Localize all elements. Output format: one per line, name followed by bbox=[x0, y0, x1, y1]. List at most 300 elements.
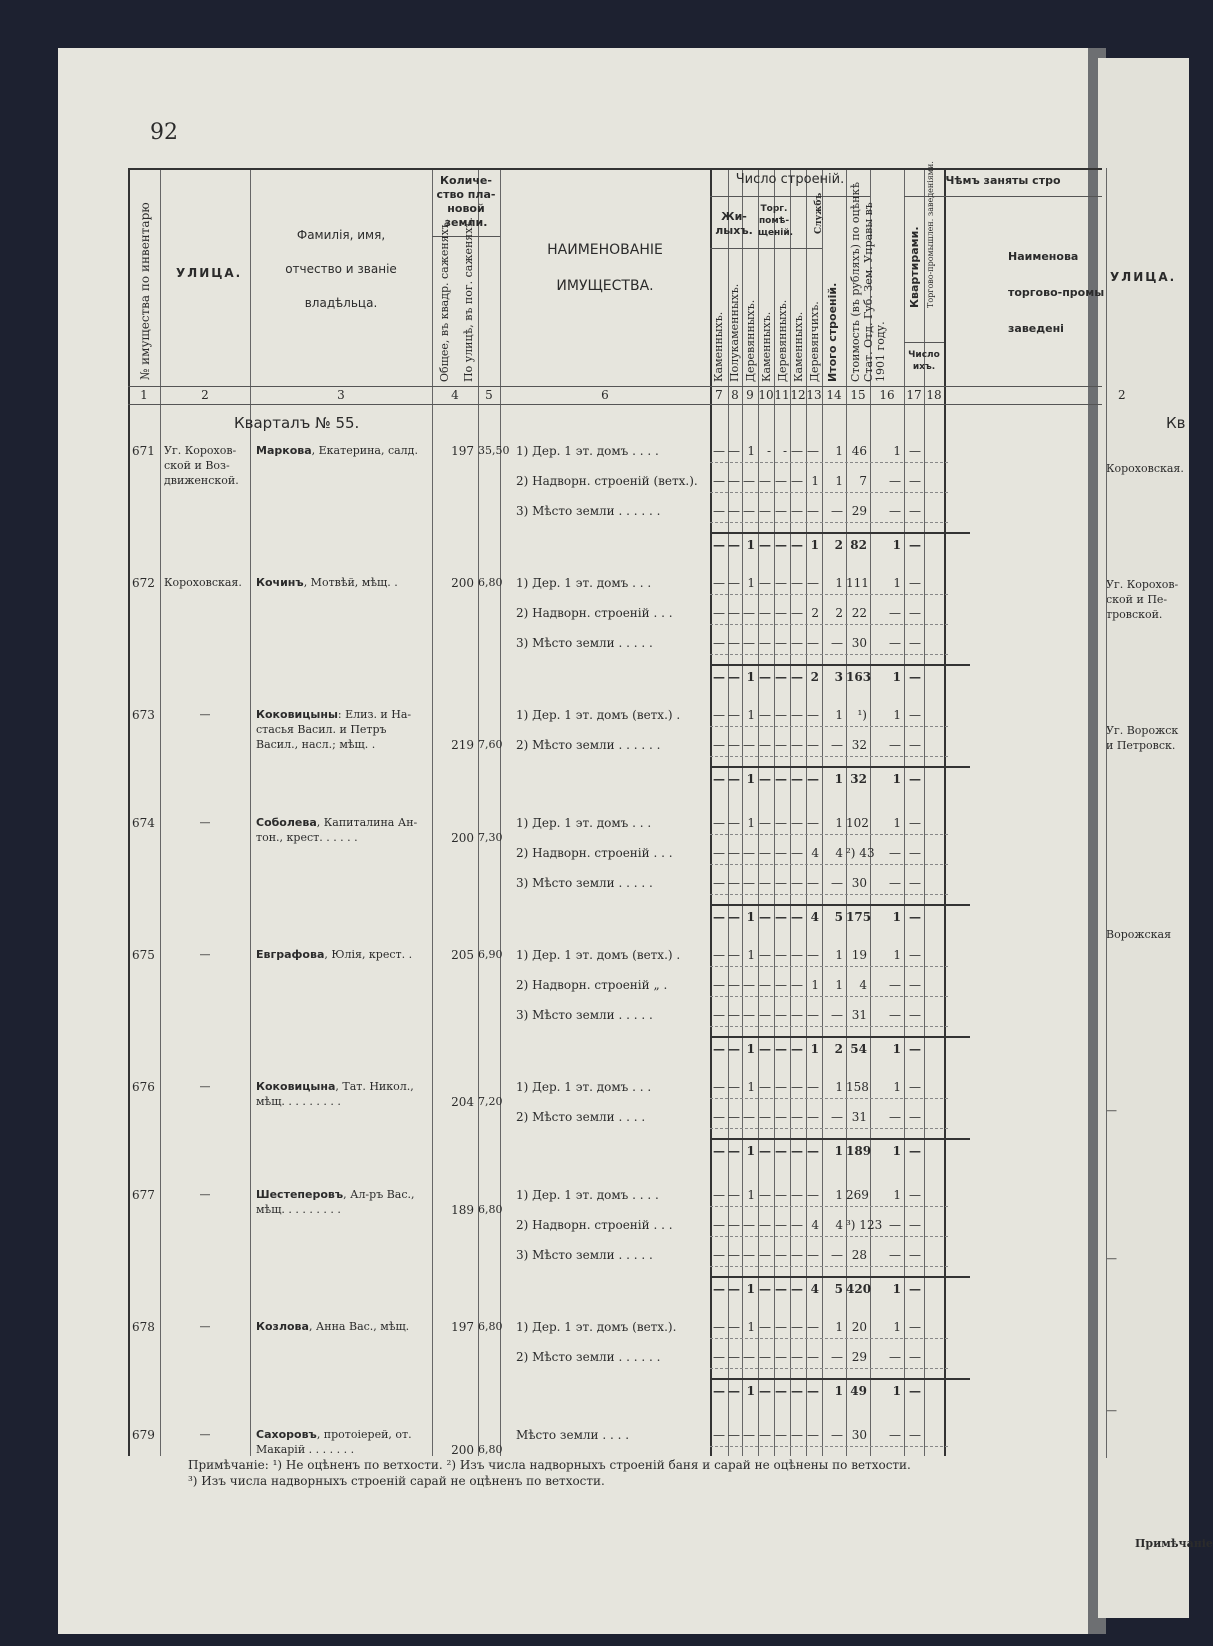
item-c8: — bbox=[728, 1248, 740, 1262]
item-name: 3) Мѣсто земли . . . . . . bbox=[516, 504, 661, 518]
total-c13: — bbox=[807, 772, 819, 786]
item-c15: 30 bbox=[851, 876, 867, 890]
total-c9: 1 bbox=[746, 910, 755, 924]
item-c9: — bbox=[743, 1428, 755, 1442]
item-c9: — bbox=[743, 846, 755, 860]
item-c12: — bbox=[791, 1248, 803, 1262]
item-c11: — bbox=[775, 1188, 787, 1202]
item-c14: 1 bbox=[835, 948, 843, 962]
item-c13: 2 bbox=[811, 606, 819, 620]
item-c9: — bbox=[743, 636, 755, 650]
page-number: 92 bbox=[150, 120, 178, 145]
header-living: лыхъ. bbox=[715, 224, 753, 237]
col-line bbox=[806, 168, 807, 1456]
item-c17: — bbox=[909, 978, 921, 992]
item-c15: 31 bbox=[851, 1110, 867, 1124]
column-number: 5 bbox=[485, 388, 493, 402]
item-c13: — bbox=[807, 1350, 819, 1364]
next-page-street: ской и Пе- bbox=[1106, 593, 1168, 606]
next-page-footnote: Примѣчаніе bbox=[1135, 1537, 1213, 1550]
column-number: 1 bbox=[140, 388, 148, 402]
item-c14: 4 bbox=[835, 1218, 843, 1232]
total-c17: — bbox=[909, 1144, 921, 1158]
total-c8: — bbox=[728, 538, 740, 552]
item-c11: — bbox=[775, 606, 787, 620]
item-c12: — bbox=[791, 978, 803, 992]
header-land-group: ство пла- bbox=[436, 188, 496, 201]
header-est-name: торгово-промы bbox=[1008, 286, 1105, 299]
total-c16: 1 bbox=[892, 772, 901, 786]
item-c10: — bbox=[759, 1248, 771, 1262]
header-property-name: ИМУЩЕСТВА. bbox=[556, 278, 654, 294]
header-owner-line: отчество и званіе bbox=[285, 262, 397, 276]
item-c13: — bbox=[807, 1008, 819, 1022]
item-c13: — bbox=[807, 444, 819, 458]
col-line bbox=[742, 168, 743, 1456]
subtotal-line bbox=[710, 904, 970, 906]
item-c10: — bbox=[759, 636, 771, 650]
item-c7: — bbox=[713, 1008, 725, 1022]
item-c16: — bbox=[889, 978, 901, 992]
item-c9: — bbox=[743, 504, 755, 518]
item-c17: — bbox=[909, 846, 921, 860]
entry-street: — bbox=[199, 708, 211, 721]
total-c10: — bbox=[759, 670, 771, 684]
item-c7: — bbox=[713, 816, 725, 830]
item-c10: — bbox=[759, 1080, 771, 1094]
item-c7: — bbox=[713, 846, 725, 860]
item-c11: — bbox=[775, 948, 787, 962]
total-c15: 175 bbox=[846, 910, 872, 924]
item-c8: — bbox=[728, 816, 740, 830]
item-c9: 1 bbox=[747, 1320, 755, 1334]
item-c15: 30 bbox=[851, 1428, 867, 1442]
entry-area: 189 bbox=[451, 1203, 474, 1217]
item-c9: — bbox=[743, 1008, 755, 1022]
item-name: 3) Мѣсто земли . . . . . bbox=[516, 1008, 653, 1022]
entry-id: 674 bbox=[132, 816, 155, 830]
entry-street: Короховская. bbox=[164, 576, 242, 589]
total-c7: — bbox=[713, 1144, 725, 1158]
header-property-name: НАИМЕНОВАНІЕ bbox=[547, 242, 663, 258]
total-c12: — bbox=[791, 1144, 803, 1158]
item-c13: — bbox=[807, 738, 819, 752]
entry-owner: тон., крест. . . . . . bbox=[256, 831, 358, 844]
total-c14: 2 bbox=[834, 538, 843, 552]
item-c10: — bbox=[759, 606, 771, 620]
header-col8: Полукаменныхъ. bbox=[728, 283, 741, 382]
inventory-table bbox=[128, 161, 1105, 1518]
next-page-street: Уг. Ворожск bbox=[1106, 724, 1179, 737]
next-page-street: и Петровск. bbox=[1106, 739, 1176, 752]
item-c12: — bbox=[791, 816, 803, 830]
item-c12: — bbox=[791, 846, 803, 860]
total-c17: — bbox=[909, 772, 921, 786]
item-name: 1) Дер. 1 эт. домъ . . . . bbox=[516, 1188, 659, 1202]
item-c14: 2 bbox=[835, 606, 843, 620]
item-c15: 102 bbox=[846, 816, 869, 830]
item-c11: — bbox=[775, 1218, 787, 1232]
next-page-street: Уг. Корохов- bbox=[1106, 578, 1179, 591]
item-c8: — bbox=[728, 708, 740, 722]
item-c14: — bbox=[831, 1350, 843, 1364]
item-c10: — bbox=[759, 708, 771, 722]
item-c16: 1 bbox=[893, 1188, 901, 1202]
item-c13: — bbox=[807, 636, 819, 650]
item-c8: — bbox=[728, 1188, 740, 1202]
item-name: 1) Дер. 1 эт. домъ (ветх.) . bbox=[516, 948, 681, 962]
item-c15: 19 bbox=[851, 948, 867, 962]
item-rule bbox=[710, 966, 948, 967]
item-c10: — bbox=[759, 1428, 771, 1442]
owner-surname: Маркова bbox=[256, 444, 312, 457]
table-left-border bbox=[128, 168, 130, 1456]
item-rule bbox=[710, 462, 948, 463]
total-c16: 1 bbox=[892, 538, 901, 552]
total-c17: — bbox=[909, 670, 921, 684]
subtotal-line bbox=[710, 1138, 970, 1140]
item-c17: — bbox=[909, 474, 921, 488]
item-c15: 7 bbox=[859, 474, 867, 488]
header-count: Число bbox=[908, 350, 940, 360]
entry-area: 204 bbox=[451, 1095, 474, 1109]
entry-owner: Кочинъ, Мотвѣй, мѣщ. . bbox=[256, 576, 398, 589]
item-c12: — bbox=[791, 1218, 803, 1232]
owner-surname: Сахоровъ bbox=[256, 1428, 317, 1441]
item-c11: — bbox=[775, 876, 787, 890]
item-c7: — bbox=[713, 1350, 725, 1364]
item-c7: — bbox=[713, 1428, 725, 1442]
next-page-street: тровской. bbox=[1106, 608, 1163, 621]
header-col10: Каменныхъ. bbox=[760, 311, 773, 382]
item-rule bbox=[710, 894, 948, 895]
item-c10: — bbox=[759, 474, 771, 488]
next-page-left-border bbox=[1106, 168, 1107, 1458]
total-c16: 1 bbox=[892, 1282, 901, 1296]
total-c10: — bbox=[759, 1384, 771, 1398]
entry-id: 676 bbox=[132, 1080, 155, 1094]
item-c17: — bbox=[909, 1080, 921, 1094]
item-name: 1) Дер. 1 эт. домъ . . . bbox=[516, 1080, 652, 1094]
item-c8: — bbox=[728, 1008, 740, 1022]
next-page-street: — bbox=[1106, 1252, 1117, 1265]
subtotal-line bbox=[710, 1276, 970, 1278]
item-c10: — bbox=[759, 1188, 771, 1202]
subtotal-line bbox=[710, 1378, 970, 1380]
buildings-group-line bbox=[710, 196, 870, 197]
total-c11: — bbox=[775, 772, 787, 786]
item-c11: — bbox=[775, 636, 787, 650]
entry-owner: Шестеперовъ, Ал-ръ Вас., bbox=[256, 1188, 415, 1201]
entry-owner: Коковицыны: Елиз. и На- bbox=[256, 708, 412, 721]
column-number: 12 bbox=[790, 388, 806, 402]
item-name: 3) Мѣсто земли . . . . . bbox=[516, 876, 653, 890]
item-c11: — bbox=[775, 504, 787, 518]
item-c15: 4 bbox=[859, 978, 867, 992]
total-c15: 54 bbox=[850, 1042, 867, 1056]
entry-id: 672 bbox=[132, 576, 155, 590]
item-c12: — bbox=[791, 738, 803, 752]
item-c9: 1 bbox=[747, 816, 755, 830]
item-c11: — bbox=[775, 816, 787, 830]
item-c8: — bbox=[728, 1428, 740, 1442]
entry-frontage: 6,90 bbox=[478, 948, 503, 961]
header-land-group: новой bbox=[447, 202, 485, 215]
item-rule bbox=[710, 522, 948, 523]
total-c11: — bbox=[775, 1384, 787, 1398]
total-c14: 1 bbox=[834, 1384, 843, 1398]
item-c14: — bbox=[831, 1248, 843, 1262]
item-c13: 4 bbox=[811, 1218, 819, 1232]
total-c8: — bbox=[728, 1384, 740, 1398]
item-c11: — bbox=[775, 1080, 787, 1094]
next-page-street: Ворожская bbox=[1106, 928, 1172, 941]
entry-id: 671 bbox=[132, 444, 155, 458]
total-c17: — bbox=[909, 1282, 921, 1296]
item-c12: — bbox=[791, 876, 803, 890]
item-c10: — bbox=[759, 816, 771, 830]
next-page-street: Короховская. bbox=[1106, 462, 1184, 475]
entry-id: 673 bbox=[132, 708, 155, 722]
header-col11: Деревянныхъ. bbox=[776, 299, 789, 382]
item-c14: — bbox=[831, 636, 843, 650]
column-number: 3 bbox=[337, 388, 345, 402]
total-c10: — bbox=[759, 1282, 771, 1296]
item-c17: — bbox=[909, 1218, 921, 1232]
item-c17: — bbox=[909, 1110, 921, 1124]
header-count: ихъ. bbox=[912, 362, 936, 372]
item-c8: — bbox=[728, 978, 740, 992]
item-c8: — bbox=[728, 636, 740, 650]
item-c10: — bbox=[759, 1218, 771, 1232]
item-rule bbox=[710, 756, 948, 757]
total-c8: — bbox=[728, 772, 740, 786]
total-c8: — bbox=[728, 910, 740, 924]
total-c9: 1 bbox=[746, 1282, 755, 1296]
total-c17: — bbox=[909, 1384, 921, 1398]
total-c7: — bbox=[713, 1282, 725, 1296]
total-c11: — bbox=[775, 1042, 787, 1056]
item-c8: — bbox=[728, 474, 740, 488]
item-c8: — bbox=[728, 1350, 740, 1364]
item-c8: — bbox=[728, 1320, 740, 1334]
owner-surname: Шестеперовъ bbox=[256, 1188, 344, 1201]
next-page-street: — bbox=[1106, 1104, 1117, 1117]
header-col7: Каменныхъ. bbox=[712, 311, 725, 382]
item-c15: 111 bbox=[846, 576, 869, 590]
item-c9: 1 bbox=[747, 708, 755, 722]
header-col9: Деревянныхъ. bbox=[744, 299, 757, 382]
item-c12: — bbox=[791, 1350, 803, 1364]
item-name: 1) Дер. 1 эт. домъ . . . bbox=[516, 576, 652, 590]
entry-frontage: 7,20 bbox=[478, 1095, 503, 1108]
item-c12: — bbox=[791, 576, 803, 590]
item-c12: — bbox=[791, 948, 803, 962]
total-c7: — bbox=[713, 670, 725, 684]
item-c16: 1 bbox=[893, 708, 901, 722]
entry-street: — bbox=[199, 816, 211, 829]
item-c7: — bbox=[713, 576, 725, 590]
item-c10: — bbox=[759, 738, 771, 752]
total-c11: — bbox=[775, 1282, 787, 1296]
item-name: 3) Мѣсто земли . . . . . bbox=[516, 636, 653, 650]
item-c13: 1 bbox=[811, 978, 819, 992]
item-rule bbox=[710, 624, 948, 625]
entry-frontage: 35,50 bbox=[478, 444, 510, 457]
item-c12: — bbox=[791, 708, 803, 722]
item-c7: — bbox=[713, 1248, 725, 1262]
item-c17: — bbox=[909, 504, 921, 518]
item-rule bbox=[710, 726, 948, 727]
item-c9: — bbox=[743, 606, 755, 620]
entry-owner: мѣщ. . . . . . . . . bbox=[256, 1203, 341, 1216]
item-c15: ³) 123 bbox=[846, 1218, 883, 1232]
item-name: Мѣсто земли . . . . bbox=[516, 1428, 630, 1442]
item-c13: — bbox=[807, 1080, 819, 1094]
owner-surname: Коковицына bbox=[256, 1080, 336, 1093]
entry-owner: Васил., насл.; мѣщ. . bbox=[256, 738, 376, 751]
total-c17: — bbox=[909, 910, 921, 924]
next-page-street: — bbox=[1106, 1404, 1117, 1417]
header-area: Общее, въ квадр. саженяхъ. bbox=[438, 218, 451, 382]
total-c13: 4 bbox=[810, 1282, 819, 1296]
item-c17: — bbox=[909, 1428, 921, 1442]
header-living: Жи- bbox=[721, 210, 747, 223]
owner-surname: Козлова bbox=[256, 1320, 309, 1333]
owner-surname: Коковицыны bbox=[256, 708, 338, 721]
item-c8: — bbox=[728, 1080, 740, 1094]
item-c14: 1 bbox=[835, 978, 843, 992]
item-c7: — bbox=[713, 708, 725, 722]
item-name: 1) Дер. 1 эт. домъ . . . bbox=[516, 816, 652, 830]
column-number: 11 bbox=[774, 388, 790, 402]
item-c14: — bbox=[831, 738, 843, 752]
item-c8: — bbox=[728, 948, 740, 962]
item-c16: — bbox=[889, 636, 901, 650]
column-number: 10 bbox=[758, 388, 774, 402]
header-street: УЛИЦА. bbox=[176, 266, 243, 280]
total-c12: — bbox=[791, 1384, 803, 1398]
total-c11: — bbox=[775, 670, 787, 684]
item-c15: 158 bbox=[846, 1080, 869, 1094]
entry-area: 197 bbox=[451, 444, 474, 458]
item-c17: — bbox=[909, 708, 921, 722]
total-c10: — bbox=[759, 538, 771, 552]
item-name: 2) Мѣсто земли . . . . . . bbox=[516, 1350, 661, 1364]
item-c12: — bbox=[791, 1008, 803, 1022]
total-c16: 1 bbox=[892, 1042, 901, 1056]
item-c7: — bbox=[713, 1218, 725, 1232]
item-c15: 22 bbox=[851, 606, 867, 620]
header-total-buildings: Итого строеній. bbox=[826, 282, 839, 382]
column-number: 18 bbox=[926, 388, 942, 402]
item-c14: — bbox=[831, 1008, 843, 1022]
total-c8: — bbox=[728, 1042, 740, 1056]
header-owner-line: владѣльца. bbox=[304, 296, 378, 310]
header-trade: помѣ- bbox=[758, 216, 790, 226]
next-page-street-header: УЛИЦА. bbox=[1110, 270, 1177, 284]
total-c13: 1 bbox=[810, 538, 819, 552]
item-c11: — bbox=[775, 1350, 787, 1364]
total-c15: 32 bbox=[850, 772, 867, 786]
footnote: Примѣчаніе: ¹) Не оцѣненъ по ветхости. ²) Изъ числа надворныхъ строеній баня и сарай не оцѣнены по ветхости. bbox=[188, 1458, 911, 1472]
item-c17: — bbox=[909, 1248, 921, 1262]
item-c7: — bbox=[713, 1080, 725, 1094]
item-name: 2) Мѣсто земли . . . . bbox=[516, 1110, 646, 1124]
footnote: ³) Изъ числа надворныхъ строеній сарай не оцѣненъ по ветхости. bbox=[188, 1474, 605, 1488]
total-c14: 3 bbox=[834, 670, 843, 684]
total-c7: — bbox=[713, 772, 725, 786]
total-c12: — bbox=[791, 1282, 803, 1296]
item-name: 2) Мѣсто земли . . . . . . bbox=[516, 738, 661, 752]
item-c16: 1 bbox=[893, 816, 901, 830]
total-c15: 82 bbox=[850, 538, 867, 552]
item-c14: — bbox=[831, 1428, 843, 1442]
column-number: 16 bbox=[879, 388, 895, 402]
entry-street: движенской. bbox=[164, 474, 239, 487]
header-est-name: заведені bbox=[1008, 322, 1064, 335]
item-rule bbox=[710, 594, 948, 595]
entry-frontage: 6,80 bbox=[478, 576, 503, 589]
item-c16: — bbox=[889, 1248, 901, 1262]
col-line bbox=[790, 168, 791, 1456]
item-c11: — bbox=[775, 978, 787, 992]
item-c7: — bbox=[713, 636, 725, 650]
item-c12: — bbox=[791, 474, 803, 488]
item-c12: — bbox=[791, 444, 803, 458]
entry-owner: Соболева, Капиталина Ан- bbox=[256, 816, 418, 829]
entry-owner: Козлова, Анна Вас., мѣщ. bbox=[256, 1320, 410, 1333]
item-c8: — bbox=[728, 444, 740, 458]
col16-line bbox=[904, 342, 944, 343]
total-c9: 1 bbox=[746, 1042, 755, 1056]
item-name: 2) Надворн. строеній . . . bbox=[516, 606, 673, 620]
item-rule bbox=[710, 1128, 948, 1129]
item-rule bbox=[710, 1236, 948, 1237]
total-c8: — bbox=[728, 1282, 740, 1296]
item-c7: — bbox=[713, 606, 725, 620]
item-c14: — bbox=[831, 876, 843, 890]
item-c16: — bbox=[889, 606, 901, 620]
item-c13: — bbox=[807, 1248, 819, 1262]
item-c13: — bbox=[807, 876, 819, 890]
item-c16: — bbox=[889, 1008, 901, 1022]
total-c16: 1 bbox=[892, 670, 901, 684]
item-c13: — bbox=[807, 816, 819, 830]
column-number: 15 bbox=[850, 388, 866, 402]
item-c7: — bbox=[713, 1320, 725, 1334]
item-c8: — bbox=[728, 504, 740, 518]
item-c10: — bbox=[759, 978, 771, 992]
item-c14: — bbox=[831, 1110, 843, 1124]
item-c11: — bbox=[775, 1320, 787, 1334]
item-rule bbox=[710, 834, 948, 835]
item-c11: — bbox=[775, 1110, 787, 1124]
item-c17: — bbox=[909, 1008, 921, 1022]
col-line bbox=[822, 168, 823, 1456]
entry-area: 200 bbox=[451, 831, 474, 845]
item-c10: — bbox=[759, 846, 771, 860]
entry-street: — bbox=[199, 1188, 211, 1201]
item-c15: 31 bbox=[851, 1008, 867, 1022]
item-c15: 28 bbox=[851, 1248, 867, 1262]
item-c8: — bbox=[728, 576, 740, 590]
item-c13: 1 bbox=[811, 474, 819, 488]
col-line bbox=[846, 168, 847, 1456]
entry-street: — bbox=[199, 948, 211, 961]
item-rule bbox=[710, 1338, 948, 1339]
item-c17: — bbox=[909, 576, 921, 590]
